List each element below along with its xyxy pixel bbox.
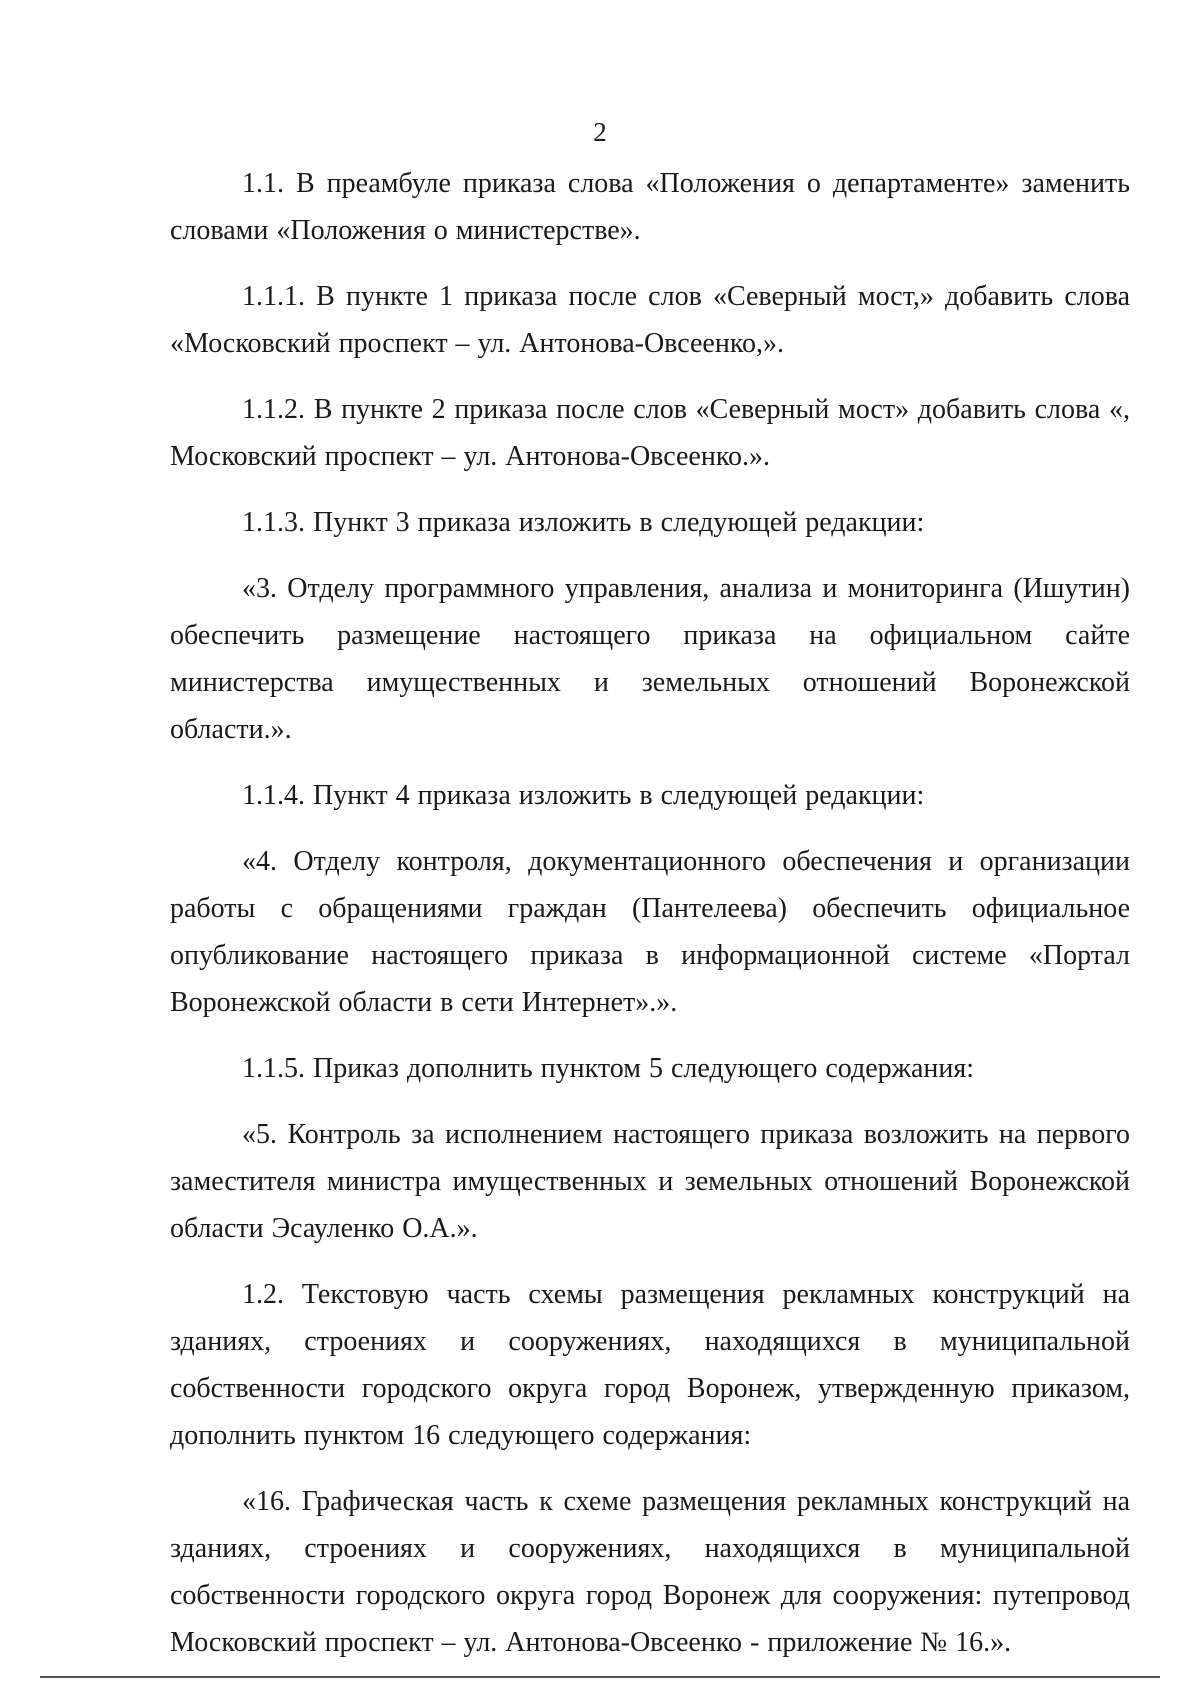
- paragraph-1-1-1: 1.1.1. В пункте 1 приказа после слов «Северный мост,» добавить слова «Московский проспект – ул. Антонова-Овсеенко,».: [170, 281, 1130, 359]
- paragraph-1-1-3: 1.1.3. Пункт 3 приказа изложить в следующей редакции:: [242, 507, 925, 538]
- document-body: [170, 160, 1130, 1685]
- paragraph-item-5-text: «5. Контроль за исполнением настоящего приказа возложить на первого заместителя министра имущественных и земельных отношений Воронежской области Эсауленко О.А.».: [170, 1119, 1130, 1244]
- paragraph-item-4-text: «4. Отделу контроля, документационного обеспечения и организации работы с обращениями граждан (Пантелеева) обеспечить официальное опубликование настоящего приказа в информационной системе «Портал Воронежской области в сети Интернет».».: [170, 846, 1130, 1018]
- page-number: 2: [593, 117, 607, 147]
- paragraph-1-2: 1.2. Текстовую часть схемы размещения рекламных конструкций на зданиях, строениях и сооружениях, находящихся в муниципальной собственности городского округа город Воронеж, утвержденную приказом, дополнить пунктом 16 следующего содержания:: [170, 1279, 1130, 1451]
- paragraph-1-1-4: 1.1.4. Пункт 4 приказа изложить в следующей редакции:: [242, 780, 925, 811]
- paragraph-item-16-text: «16. Графическая часть к схеме размещения рекламных конструкций на зданиях, строениях и сооружениях, находящихся в муниципальной собственности городского округа город Воронеж для сооружения: путепровод Московский проспект – ул. Антонова-Овсеенко - приложение № 16.».: [170, 1486, 1130, 1658]
- paragraph-1-1-5: 1.1.5. Приказ дополнить пунктом 5 следующего содержания:: [242, 1053, 975, 1084]
- paragraph-1-1: 1.1. В преамбуле приказа слова «Положения о департаменте» заменить словами «Положения о министерстве».: [170, 168, 1130, 246]
- paragraph-item-3-text: «3. Отделу программного управления, анализа и мониторинга (Ишутин) обеспечить размещение настоящего приказа на официальном сайте министерства имущественных и земельных отношений Воронежской области.».: [170, 573, 1130, 745]
- scan-bottom-edge-divider: [40, 1676, 1160, 1678]
- paragraph-1-1-2: 1.1.2. В пункте 2 приказа после слов «Северный мост» добавить слова «, Московский проспект – ул. Антонова-Овсеенко.».: [170, 394, 1130, 472]
